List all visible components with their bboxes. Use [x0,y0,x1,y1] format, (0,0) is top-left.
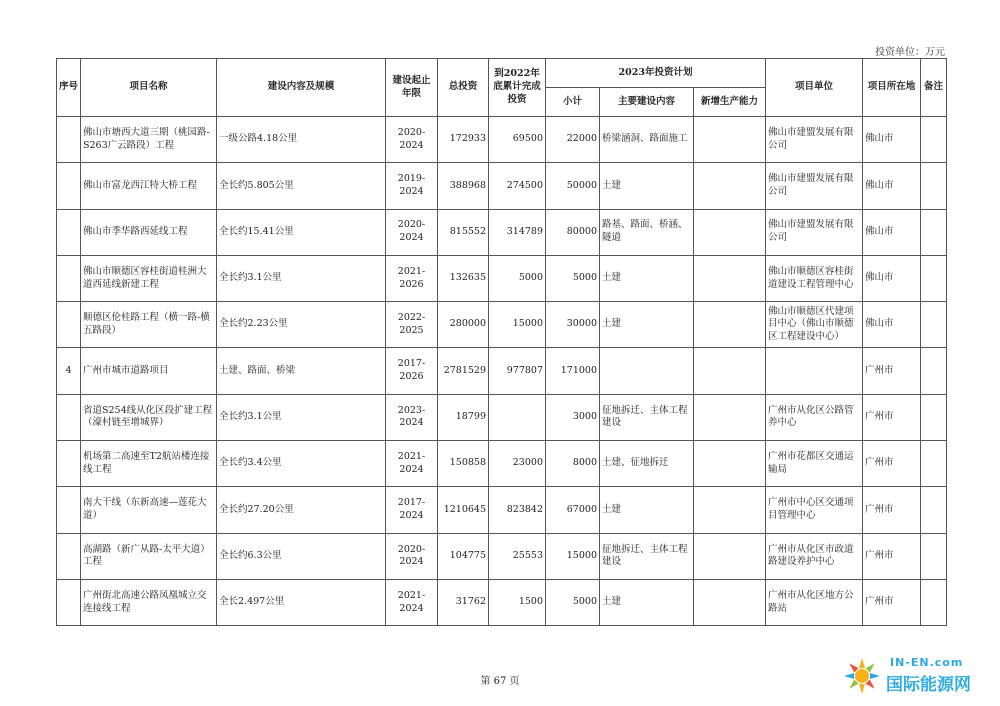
cell-subtotal: 171000 [546,348,600,394]
cell-scale: 全长约15.41公里 [217,209,386,255]
cell-period: 2020-2024 [386,117,438,163]
col-period-header: 建设起止年限 [386,59,438,117]
cell-period: 2020-2024 [386,533,438,579]
unit-note: 投资单位：万元 [875,47,945,58]
cell-note [921,533,947,579]
cell-note [921,394,947,440]
cell-location: 广州市 [863,579,921,625]
cell-total: 18799 [438,394,489,440]
cell-period: 2017-2024 [386,487,438,533]
cell-content: 土建 [600,302,694,348]
cell-name: 佛山市富龙西江特大桥工程 [81,163,217,209]
col-location-header: 项目所在地 [863,59,921,117]
cell-location: 广州市 [863,348,921,394]
cell-name: 高湖路（新广从路-太平大道）工程 [81,533,217,579]
cell-content [600,348,694,394]
col-content-header: 主要建设内容 [600,88,694,117]
cell-scale: 土建、路面、桥梁 [217,348,386,394]
cell-location: 佛山市 [863,117,921,163]
cell-total: 150858 [438,441,489,487]
cell-completed: 1500 [489,579,546,625]
site-logo [842,654,992,698]
table-row [57,579,947,625]
cell-period: 2022-2025 [386,302,438,348]
cell-seq [57,579,81,625]
cell-note [921,302,947,348]
cell-capacity [694,255,766,301]
cell-note [921,255,947,301]
cell-completed: 69500 [489,117,546,163]
cell-completed: 23000 [489,441,546,487]
cell-total: 280000 [438,302,489,348]
cell-org: 佛山市顺德区代建项目中心（佛山市顺德区工程建设中心） [766,302,863,348]
cell-total: 388968 [438,163,489,209]
cell-total: 31762 [438,579,489,625]
cell-scale: 全长2.497公里 [217,579,386,625]
cell-subtotal: 8000 [546,441,600,487]
col-scale-header: 建设内容及规模 [217,59,386,117]
cell-period: 2019-2024 [386,163,438,209]
cell-content: 征地拆迁、主体工程建设 [600,394,694,440]
cell-seq: 4 [57,348,81,394]
col-total-header: 总投资 [438,59,489,117]
table-row [57,255,947,301]
cell-subtotal: 67000 [546,487,600,533]
cell-completed: 25553 [489,533,546,579]
sun-logo-icon [842,656,882,696]
page-number: 第 67 页 [480,676,520,687]
table-row [57,302,947,348]
cell-total: 1210645 [438,487,489,533]
table-row [57,394,947,440]
cell-note [921,487,947,533]
cell-name: 广州市城市道路项目 [81,348,217,394]
cell-total: 132635 [438,255,489,301]
cell-org [766,348,863,394]
cell-location: 广州市 [863,533,921,579]
cell-capacity [694,394,766,440]
table-row [57,163,947,209]
cell-completed: 977807 [489,348,546,394]
cell-completed [489,394,546,440]
cell-subtotal: 22000 [546,117,600,163]
cell-org: 佛山市顺德区容桂街道建设工程管理中心 [766,255,863,301]
table-row [57,209,947,255]
cell-content: 征地拆迁、主体工程建设 [600,533,694,579]
table-row [57,117,947,163]
cell-org: 佛山市建盟发展有限公司 [766,117,863,163]
cell-seq [57,394,81,440]
cell-seq [57,117,81,163]
cell-capacity [694,533,766,579]
cell-period: 2021-2024 [386,441,438,487]
table-row [57,533,947,579]
cell-capacity [694,579,766,625]
cell-seq [57,487,81,533]
investment-plan-table [56,58,947,626]
cell-scale: 一级公路4.18公里 [217,117,386,163]
cell-capacity [694,348,766,394]
cell-note [921,209,947,255]
cell-period: 2017-2026 [386,348,438,394]
col-name-header: 项目名称 [81,59,217,117]
cell-subtotal: 5000 [546,255,600,301]
cell-org: 广州市花都区交通运输局 [766,441,863,487]
cell-content: 土建 [600,163,694,209]
cell-completed: 274500 [489,163,546,209]
cell-subtotal: 80000 [546,209,600,255]
col-subtotal-header: 小计 [546,88,600,117]
table-body [57,117,947,626]
cell-period: 2020-2024 [386,209,438,255]
cell-name: 佛山市塘西大道三期（桃园路-S263广云路段）工程 [81,117,217,163]
cell-seq [57,255,81,301]
cell-capacity [694,302,766,348]
cell-org: 广州市从化区公路管养中心 [766,394,863,440]
cell-seq [57,533,81,579]
cell-location: 佛山市 [863,163,921,209]
cell-completed: 15000 [489,302,546,348]
table-row [57,441,947,487]
cell-completed: 314789 [489,209,546,255]
cell-subtotal: 50000 [546,163,600,209]
cell-content: 土建 [600,579,694,625]
cell-note [921,163,947,209]
cell-subtotal: 15000 [546,533,600,579]
cell-subtotal: 30000 [546,302,600,348]
cell-capacity [694,209,766,255]
cell-location: 佛山市 [863,255,921,301]
cell-total: 2781529 [438,348,489,394]
cell-scale: 全长约6.3公里 [217,533,386,579]
col-completed-header: 到2022年底累计完成投资 [489,59,546,117]
col-seq-header: 序号 [57,59,81,117]
cell-location: 佛山市 [863,302,921,348]
cell-name: 顺德区伦桂路工程（横一路-横五路段） [81,302,217,348]
cell-scale: 全长约3.1公里 [217,394,386,440]
cell-seq [57,209,81,255]
cell-scale: 全长约3.4公里 [217,441,386,487]
logo-top-text: IN-EN.com [890,656,964,669]
cell-content: 土建、征地拆迁 [600,441,694,487]
cell-scale: 全长约3.1公里 [217,255,386,301]
cell-completed: 5000 [489,255,546,301]
cell-location: 广州市 [863,394,921,440]
logo-main-text: 国际能源网 [886,675,971,695]
cell-total: 815552 [438,209,489,255]
cell-capacity [694,441,766,487]
cell-period: 2021-2026 [386,255,438,301]
col-plan2023-header: 2023年投资计划 [546,59,766,88]
cell-note [921,441,947,487]
cell-location: 广州市 [863,487,921,533]
cell-capacity [694,117,766,163]
cell-scale: 全长约27.20公里 [217,487,386,533]
cell-org: 广州市中心区交通项目管理中心 [766,487,863,533]
cell-note [921,348,947,394]
cell-note [921,117,947,163]
cell-note [921,579,947,625]
cell-org: 广州市从化区市政道路建设养护中心 [766,533,863,579]
cell-name: 机场第二高速至T2航站楼连接线工程 [81,441,217,487]
cell-scale: 全长约5.805公里 [217,163,386,209]
cell-period: 2021-2024 [386,579,438,625]
cell-location: 佛山市 [863,209,921,255]
cell-total: 104775 [438,533,489,579]
cell-name: 广州街北高速公路凤凰城立交连接线工程 [81,579,217,625]
cell-subtotal: 3000 [546,394,600,440]
cell-total: 172933 [438,117,489,163]
col-capacity-header: 新增生产能力 [694,88,766,117]
cell-capacity [694,487,766,533]
cell-seq [57,302,81,348]
cell-name: 南大干线（东新高速—莲花大道） [81,487,217,533]
cell-location: 广州市 [863,441,921,487]
cell-content: 桥梁涵洞、路面施工 [600,117,694,163]
cell-name: 省道S254线从化区段扩建工程（濠村链至增城界） [81,394,217,440]
cell-seq [57,441,81,487]
cell-name: 佛山市季华路西延线工程 [81,209,217,255]
cell-scale: 全长约2.23公里 [217,302,386,348]
cell-seq [57,163,81,209]
table-row [57,487,947,533]
table-header-row [57,59,947,88]
cell-content: 路基、路面、桥涵、隧道 [600,209,694,255]
cell-subtotal: 5000 [546,579,600,625]
cell-completed: 823842 [489,487,546,533]
cell-capacity [694,163,766,209]
cell-org: 佛山市建盟发展有限公司 [766,209,863,255]
cell-content: 土建 [600,487,694,533]
col-org-header: 项目单位 [766,59,863,117]
cell-org: 广州市从化区地方公路站 [766,579,863,625]
cell-period: 2023-2024 [386,394,438,440]
cell-content: 土建 [600,255,694,301]
cell-org: 佛山市建盟发展有限公司 [766,163,863,209]
table-row [57,348,947,394]
cell-name: 佛山市顺德区容桂街道桂洲大道西延线新建工程 [81,255,217,301]
col-note-header: 备注 [921,59,947,117]
